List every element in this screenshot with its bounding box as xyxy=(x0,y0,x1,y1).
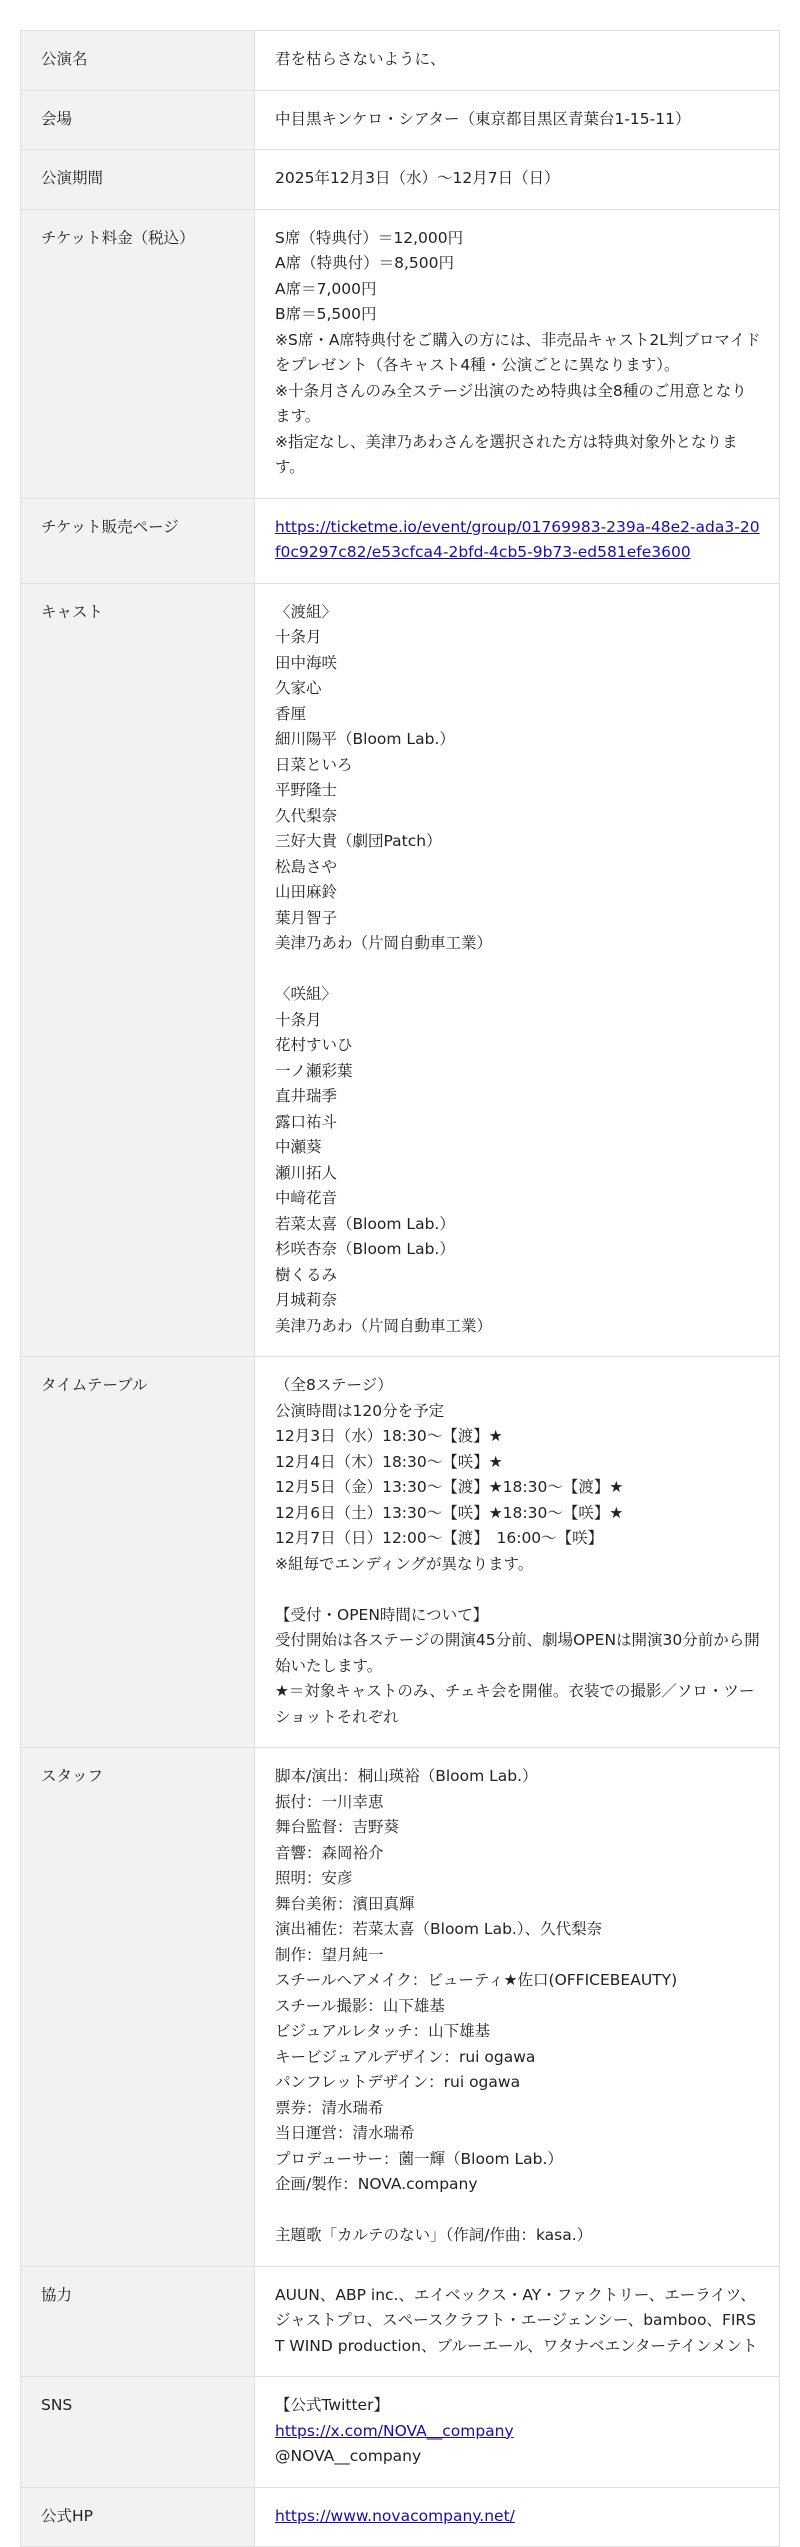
info-value xyxy=(255,209,780,498)
info-value xyxy=(255,2266,780,2377)
info-value xyxy=(255,1748,780,2267)
value-line: AUUN、ABP inc.、エイベックス・AY・ファクトリー、エーライツ、ジャストプロ、スペースクラフト・エージェンシー、bamboo、FIRST WIND production、ブルーエール、ワタナベエンターテインメント xyxy=(275,2285,758,2355)
value-line: 若菜太喜（Bloom Lab.） xyxy=(275,1214,455,1233)
value-line: 当日運営：清水瑞希 xyxy=(275,2124,415,2142)
external-link[interactable]: https://www.novacompany.net/ xyxy=(275,2506,515,2525)
value-line: ※S席・A席特典付をご購入の方には、非売品キャスト2L判ブロマイドをプレゼント（各キャスト4種・公演ごとに異なります）。 xyxy=(275,330,761,374)
info-value xyxy=(255,1357,780,1748)
info-row-timetable xyxy=(21,1357,780,1748)
value-line: 票券：清水瑞希 xyxy=(275,2098,384,2117)
info-label: チケット料金（税込） xyxy=(21,209,255,498)
value-line: 舞台監督：吉野葵 xyxy=(275,1818,400,1836)
value-line: B席＝5,500円 xyxy=(275,305,377,323)
value-line: キービジュアルデザイン：rui ogawa xyxy=(275,2047,536,2066)
value-line: 振付：一川幸恵 xyxy=(275,1792,384,1811)
value-line: 制作：望月純一 xyxy=(275,1945,384,1964)
value-line: 企画/製作：NOVA.company xyxy=(275,2175,478,2193)
value-line: 久代梨奈 xyxy=(275,806,338,825)
value-line: 君を枯らさないように、 xyxy=(275,50,446,68)
blank-line xyxy=(275,2198,761,2224)
value-line: 公演時間は120分を予定 xyxy=(275,1401,445,1420)
value-line: プロデューサー：薗一輝（Bloom Lab.） xyxy=(275,2149,563,2168)
info-table-body xyxy=(21,31,780,2547)
value-line: スチールヘアメイク：ビューティ★佐口(OFFICEBEAUTY) xyxy=(275,1971,678,1989)
value-line: 【受付・OPEN時間について】 xyxy=(275,1605,489,1624)
blank-line xyxy=(275,957,761,983)
info-value xyxy=(255,150,780,210)
info-label: 公演期間 xyxy=(21,150,255,210)
info-row-price xyxy=(21,209,780,498)
info-row-staff xyxy=(21,1748,780,2267)
value-line: パンフレットデザイン：rui ogawa xyxy=(275,2073,521,2091)
value-line: 12月5日（金）13:30〜【渡】★18:30〜【渡】★ xyxy=(275,1478,624,1496)
info-row-title xyxy=(21,31,780,91)
info-label: 協力 xyxy=(21,2266,255,2377)
value-line: 演出補佐：若菜太喜（Bloom Lab.）、久代梨奈 xyxy=(275,1920,603,1938)
value-line: （全8ステージ） xyxy=(275,1376,393,1394)
info-value xyxy=(255,498,780,583)
performance-info-table xyxy=(20,30,780,2547)
value-line: 12月4日（木）18:30〜【咲】★ xyxy=(275,1452,503,1471)
value-line: 瀬川拓人 xyxy=(275,1163,338,1182)
value-line: 久家心 xyxy=(275,679,322,697)
info-value xyxy=(255,583,780,1357)
value-line: 【公式Twitter】 xyxy=(275,2396,389,2414)
value-line: 十条月 xyxy=(275,1010,322,1029)
info-value xyxy=(255,2487,780,2547)
info-label: SNS xyxy=(21,2377,255,2488)
value-line: 照明：安彦 xyxy=(275,1869,353,1887)
value-line: 美津乃あわ（片岡自動車工業） xyxy=(275,1316,493,1335)
value-line: 露口祐斗 xyxy=(275,1112,338,1131)
value-line: 2025年12月3日（水）〜12月7日（日） xyxy=(275,169,560,187)
value-line: 樹くるみ xyxy=(275,1265,338,1284)
info-label: 会場 xyxy=(21,90,255,150)
info-value xyxy=(255,90,780,150)
value-line: 松島さや xyxy=(275,857,338,876)
value-line: 葉月智子 xyxy=(275,908,338,927)
value-line: 香厘 xyxy=(275,704,307,723)
value-line xyxy=(275,2504,761,2530)
external-link[interactable]: https://x.com/NOVA__company xyxy=(275,2421,514,2440)
value-line: 音響：森岡裕介 xyxy=(275,1843,384,1862)
value-line: 脚本/演出：桐山瑛裕（Bloom Lab.） xyxy=(275,1767,538,1785)
value-line xyxy=(275,515,761,566)
value-line: 12月3日（水）18:30〜【渡】★ xyxy=(275,1427,503,1445)
value-line: ※十条月さんのみ全ステージ出演のため特典は全8種のご用意となります。 xyxy=(275,381,747,425)
value-line: 〈渡組〉 xyxy=(275,602,338,621)
value-line: 花村すいひ xyxy=(275,1036,353,1054)
info-value xyxy=(255,31,780,91)
info-row-period xyxy=(21,150,780,210)
info-label: 公式HP xyxy=(21,2487,255,2547)
value-line: ※組毎でエンディングが異なります。 xyxy=(275,1554,534,1573)
value-line: 細川陽平（Bloom Lab.） xyxy=(275,730,455,748)
value-line: ※指定なし、美津乃あわさんを選択された方は特典対象外となります。 xyxy=(275,432,738,476)
value-line: 日菜といろ xyxy=(275,755,353,774)
value-line: 12月7日（日）12:00〜【渡】 16:00〜【咲】 xyxy=(275,1529,604,1547)
info-row-cooperation xyxy=(21,2266,780,2377)
value-line: 美津乃あわ（片岡自動車工業） xyxy=(275,934,493,952)
info-row-cast xyxy=(21,583,780,1357)
value-line: ビジュアルレタッチ：山下雄基 xyxy=(275,2022,491,2040)
value-line: ★＝対象キャストのみ、チェキ会を開催。衣装での撮影／ソロ・ツーショットそれぞれ xyxy=(275,1682,755,1726)
value-line: 12月6日（土）13:30〜【咲】★18:30〜【咲】★ xyxy=(275,1503,624,1522)
info-value xyxy=(255,2377,780,2488)
info-label: キャスト xyxy=(21,583,255,1357)
value-line: 三好大貴（劇団Patch） xyxy=(275,832,442,850)
value-line: 中瀬葵 xyxy=(275,1138,322,1156)
value-line: A席（特典付）＝8,500円 xyxy=(275,254,454,272)
info-label: スタッフ xyxy=(21,1748,255,2267)
info-row-ticket-page xyxy=(21,498,780,583)
external-link[interactable]: https://ticketme.io/event/group/01769983-239a-48e2-ada3-20f0c9297c82/e53cfca4-2bfd-4cb5-9b73-ed581efe3600 xyxy=(275,517,760,561)
value-line: 〈咲組〉 xyxy=(275,985,338,1003)
info-label: タイムテーブル xyxy=(21,1357,255,1748)
value-line: 杉咲杏奈（Bloom Lab.） xyxy=(275,1240,455,1258)
value-line: 中目黒キンケロ・シアター（東京都目黒区青葉台1-15-11） xyxy=(275,109,691,128)
info-row-venue xyxy=(21,90,780,150)
value-line: 十条月 xyxy=(275,628,322,646)
value-line: S席（特典付）＝12,000円 xyxy=(275,228,464,247)
value-line: スチール撮影：山下雄基 xyxy=(275,1996,445,2015)
value-line: A席＝7,000円 xyxy=(275,279,377,298)
value-line: 舞台美術：濱田真輝 xyxy=(275,1894,415,1913)
blank-line xyxy=(275,1577,761,1603)
value-line: 月城莉奈 xyxy=(275,1291,338,1309)
info-row-homepage xyxy=(21,2487,780,2547)
value-line: 平野隆士 xyxy=(275,781,338,799)
value-line: 山田麻鈴 xyxy=(275,883,338,901)
value-line: 主題歌「カルテのない」（作詞/作曲：kasa.） xyxy=(275,2226,593,2244)
info-label: 公演名 xyxy=(21,31,255,91)
value-line: @NOVA__company xyxy=(275,2447,422,2465)
value-line: 田中海咲 xyxy=(275,653,338,672)
value-line: 中﨑花音 xyxy=(275,1189,338,1207)
value-line xyxy=(275,2419,761,2445)
value-line: 一ノ瀬彩葉 xyxy=(275,1061,353,1080)
info-row-sns xyxy=(21,2377,780,2488)
value-line: 受付開始は各ステージの開演45分前、劇場OPENは開演30分前から開始いたします。 xyxy=(275,1631,760,1675)
value-line: 直井瑞季 xyxy=(275,1087,338,1105)
info-label: チケット販売ページ xyxy=(21,498,255,583)
